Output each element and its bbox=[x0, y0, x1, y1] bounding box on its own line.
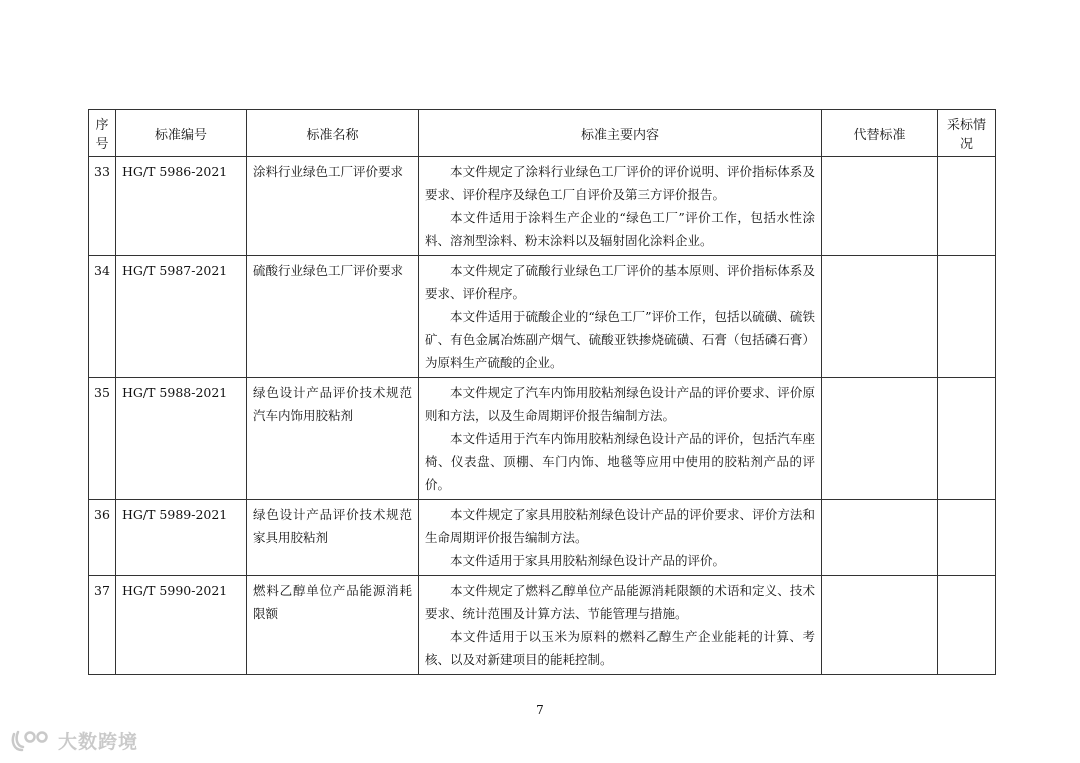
table-row bbox=[89, 378, 996, 500]
content-paragraph: 本文件规定了汽车内饰用胶粘剂绿色设计产品的评价要求、评价原则和方法，以及生命周期评价报告编制方法。 bbox=[425, 385, 815, 423]
cell-adopt bbox=[938, 500, 996, 576]
cell-name: 绿色设计产品评价技术规范 家具用胶粘剂 bbox=[247, 500, 419, 576]
cell-seq: 37 bbox=[89, 576, 116, 675]
cell-content bbox=[419, 576, 822, 675]
standards-table bbox=[88, 109, 996, 675]
cell-code: HG/T 5988-2021 bbox=[116, 378, 247, 500]
cell-content bbox=[419, 500, 822, 576]
header-seq: 序号 bbox=[89, 110, 116, 157]
cell-seq: 35 bbox=[89, 378, 116, 500]
cell-seq: 33 bbox=[89, 157, 116, 256]
table-row bbox=[89, 576, 996, 675]
watermark bbox=[10, 727, 138, 754]
cell-code: HG/T 5986-2021 bbox=[116, 157, 247, 256]
cell-replace bbox=[822, 256, 938, 378]
cell-adopt bbox=[938, 157, 996, 256]
content-paragraph: 本文件适用于硫酸企业的“绿色工厂”评价工作，包括以硫磺、硫铁矿、有色金属冶炼副产烟气、硫酸亚铁掺烧硫磺、石膏（包括磷石膏）为原料生产硫酸的企业。 bbox=[425, 309, 815, 370]
content-paragraph: 本文件适用于以玉米为原料的燃料乙醇生产企业能耗的计算、考核、以及对新建项目的能耗控制。 bbox=[425, 629, 815, 667]
cell-content bbox=[419, 157, 822, 256]
header-name: 标准名称 bbox=[247, 110, 419, 157]
header-code: 标准编号 bbox=[116, 110, 247, 157]
content-paragraph: 本文件规定了硫酸行业绿色工厂评价的基本原则、评价指标体系及要求、评价程序。 bbox=[425, 263, 815, 301]
page-number: 7 bbox=[536, 703, 544, 717]
cell-code: HG/T 5989-2021 bbox=[116, 500, 247, 576]
header-content: 标准主要内容 bbox=[419, 110, 822, 157]
header-row bbox=[89, 110, 996, 157]
logo-icon bbox=[10, 728, 52, 754]
cell-code: HG/T 5987-2021 bbox=[116, 256, 247, 378]
header-replace: 代替标准 bbox=[822, 110, 938, 157]
header-adopt: 采标情况 bbox=[938, 110, 996, 157]
content-paragraph: 本文件规定了燃料乙醇单位产品能源消耗限额的术语和定义、技术要求、统计范围及计算方法、节能管理与措施。 bbox=[425, 583, 815, 621]
cell-content bbox=[419, 378, 822, 500]
table-row bbox=[89, 256, 996, 378]
content-paragraph: 本文件适用于涂料生产企业的“绿色工厂”评价工作，包括水性涂料、溶剂型涂料、粉末涂料以及辐射固化涂料企业。 bbox=[425, 210, 815, 248]
cell-adopt bbox=[938, 576, 996, 675]
cell-seq: 36 bbox=[89, 500, 116, 576]
cell-name: 硫酸行业绿色工厂评价要求 bbox=[247, 256, 419, 378]
cell-adopt bbox=[938, 378, 996, 500]
cell-replace bbox=[822, 378, 938, 500]
content-paragraph: 本文件适用于汽车内饰用胶粘剂绿色设计产品的评价，包括汽车座椅、仪表盘、顶棚、车门内饰、地毯等应用中使用的胶粘剂产品的评价。 bbox=[425, 431, 815, 492]
table-row bbox=[89, 157, 996, 256]
cell-replace bbox=[822, 500, 938, 576]
cell-name: 燃料乙醇单位产品能源消耗限额 bbox=[247, 576, 419, 675]
cell-adopt bbox=[938, 256, 996, 378]
table-row bbox=[89, 500, 996, 576]
cell-code: HG/T 5990-2021 bbox=[116, 576, 247, 675]
cell-content bbox=[419, 256, 822, 378]
watermark-text: 大数跨境 bbox=[58, 731, 139, 753]
content-paragraph: 本文件规定了涂料行业绿色工厂评价的评价说明、评价指标体系及要求、评价程序及绿色工厂自评价及第三方评价报告。 bbox=[425, 164, 815, 202]
content-paragraph: 本文件规定了家具用胶粘剂绿色设计产品的评价要求、评价方法和生命周期评价报告编制方法。 bbox=[425, 507, 815, 545]
cell-replace bbox=[822, 576, 938, 675]
content-paragraph: 本文件适用于家具用胶粘剂绿色设计产品的评价。 bbox=[450, 553, 726, 568]
cell-replace bbox=[822, 157, 938, 256]
cell-seq: 34 bbox=[89, 256, 116, 378]
cell-name: 涂料行业绿色工厂评价要求 bbox=[247, 157, 419, 256]
cell-name: 绿色设计产品评价技术规范 汽车内饰用胶粘剂 bbox=[247, 378, 419, 500]
